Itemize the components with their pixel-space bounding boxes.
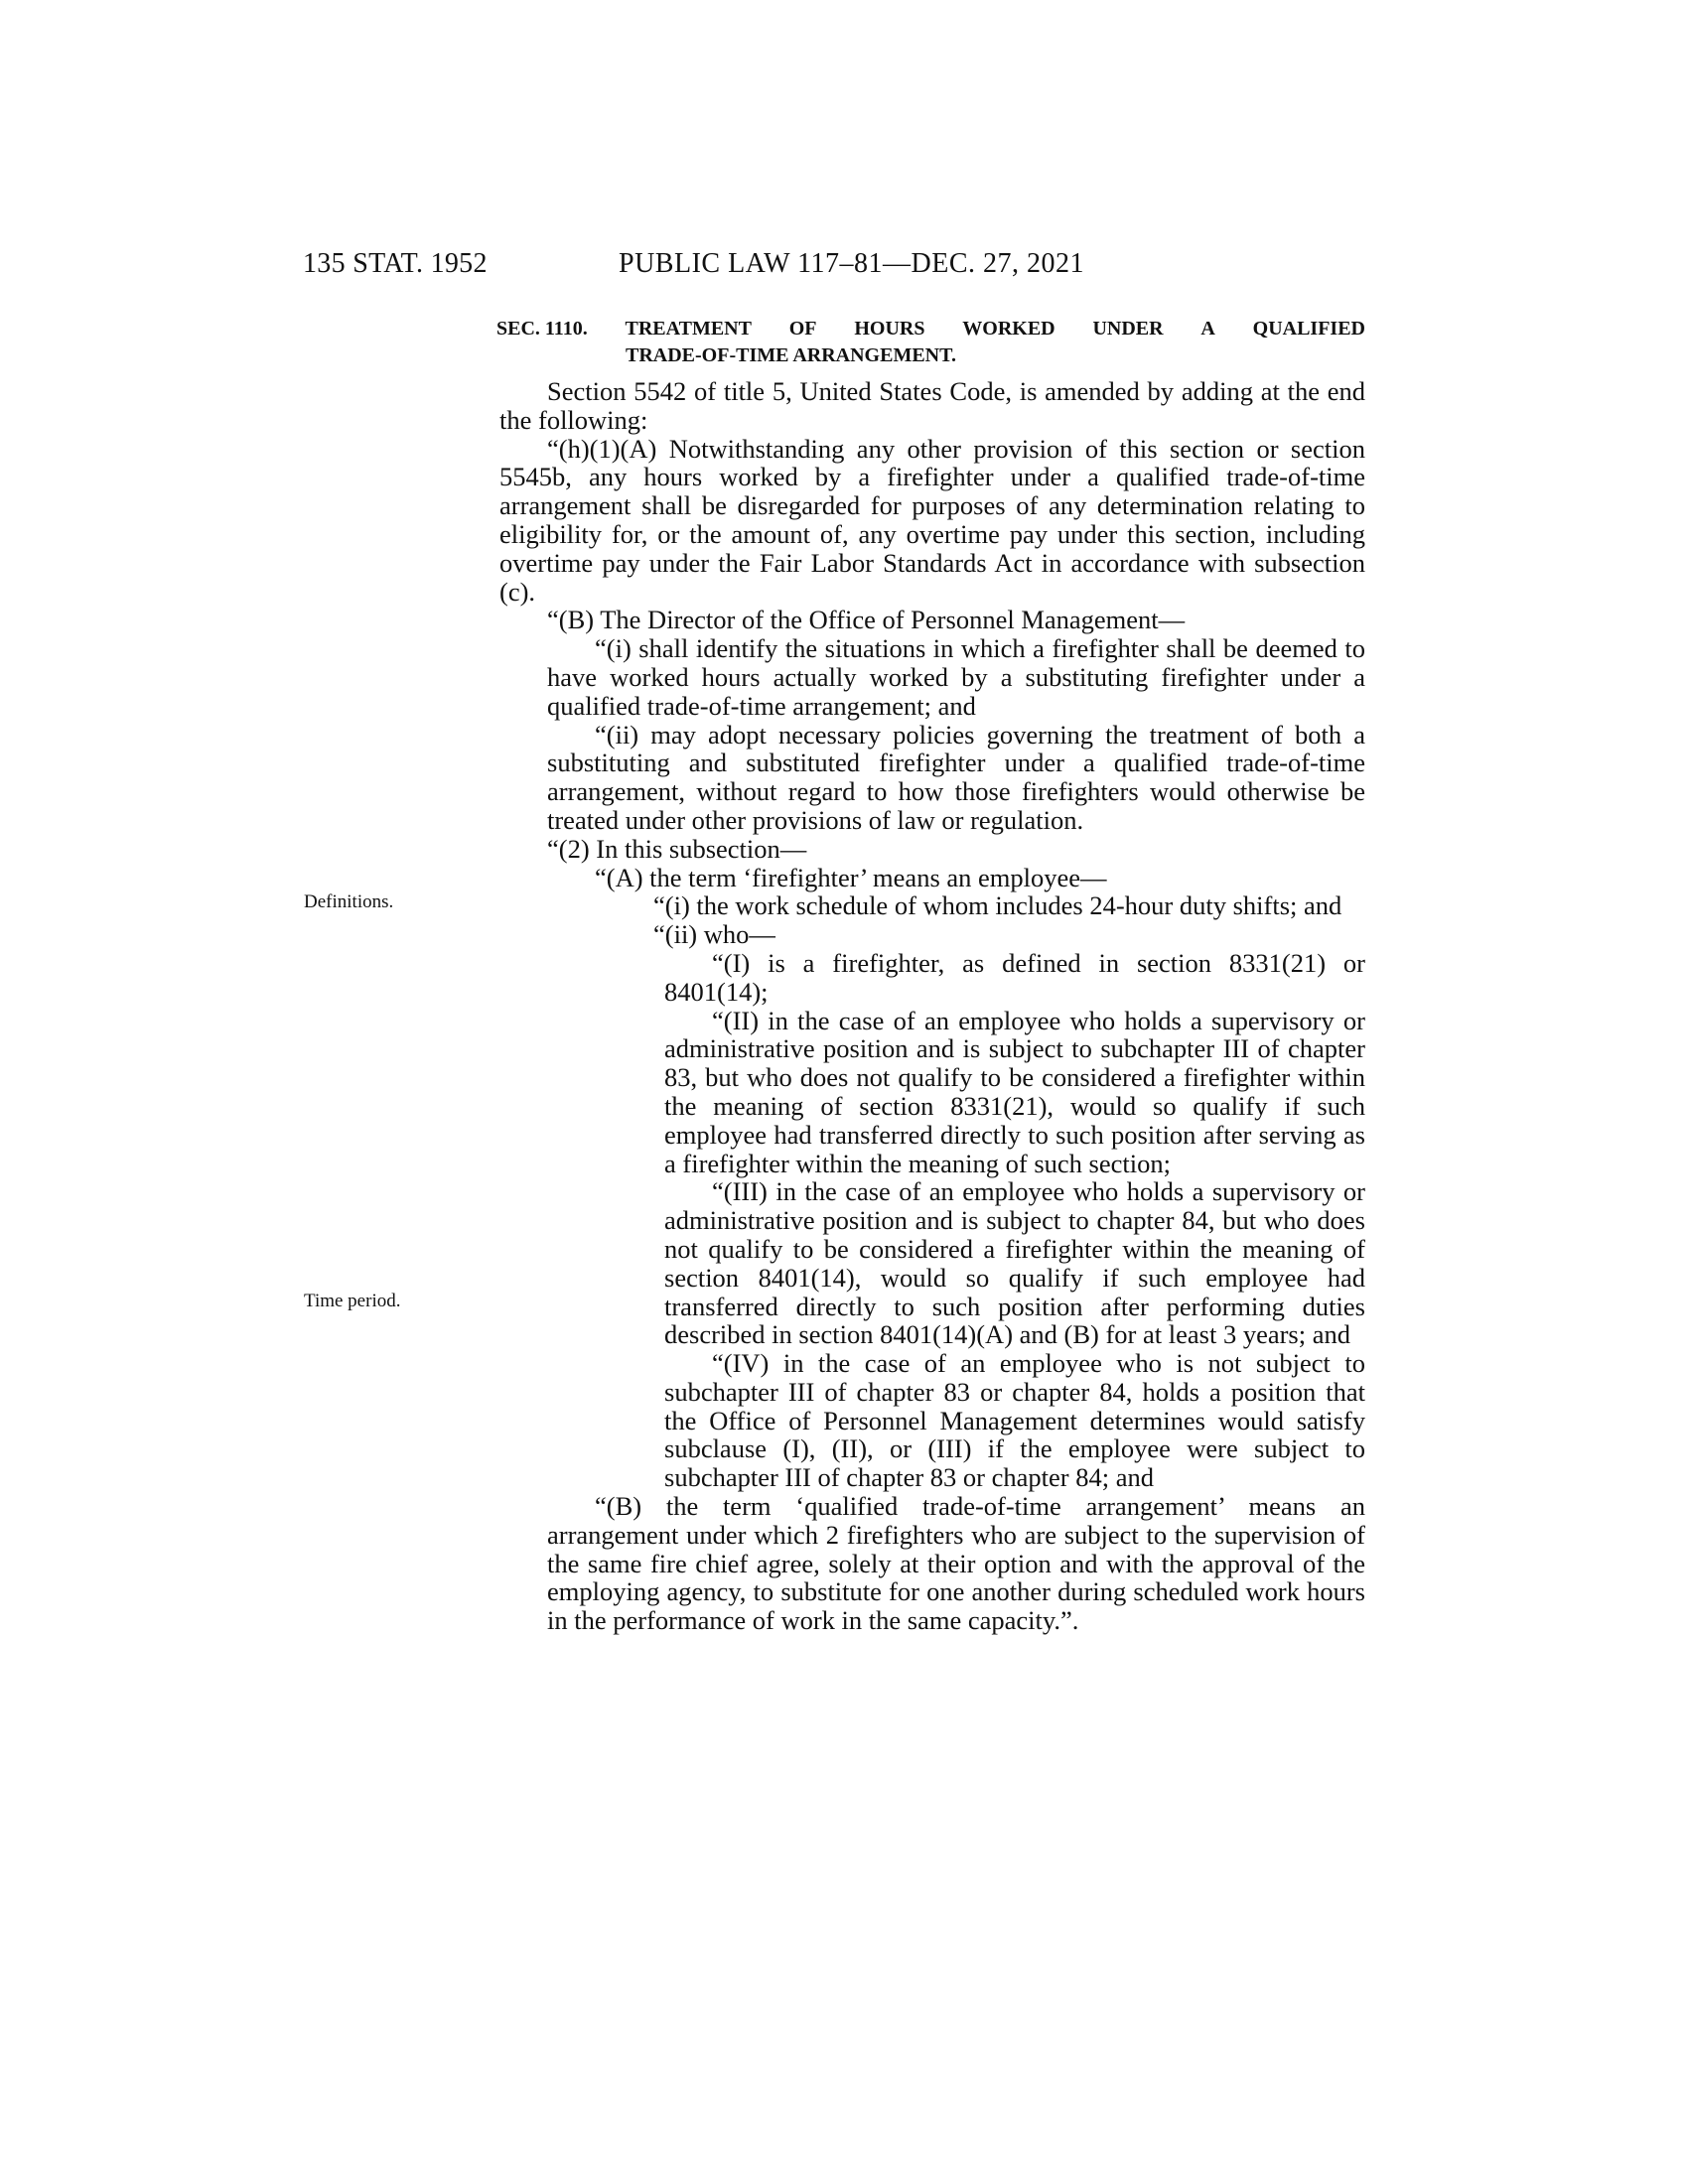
heading-word: TREATMENT: [625, 318, 752, 340]
paragraph-b: “(B) The Director of the Office of Personnel Management—: [547, 605, 1186, 635]
clause-ii: “(ii) may adopt necessary policies governing the treatment of both a substituting and substituted firefighter under a qualified trade-of-time arrangement, without regard to how those firefighters would otherwise be treated under other provisions of law or regulation.: [547, 719, 1365, 835]
amendment-intro: Section 5542 of title 5, United States Code, is amended by adding at the end the following:: [499, 376, 1365, 435]
clause-ii-who: “(ii) who—: [653, 919, 775, 950]
heading-word: UNDER: [1092, 318, 1164, 340]
section-heading-line-2: TRADE-OF-TIME ARRANGEMENT.: [626, 344, 956, 366]
subclause-iv: “(IV) in the case of an employee who is not subject to subchapter III of chapter 83 or chapter 84, holds a position that the Office of Personnel Management determines would satisfy subclause (I), (II), or (III) if the employee were subject to subchapter III of chapter 83 or chapter 84; and: [664, 1348, 1365, 1493]
heading-word: A: [1200, 318, 1215, 340]
clause-i: “(i) shall identify the situations in which a firefighter shall be deemed to have worked hours actually worked by a substituting firefighter under a qualified trade-of-time arrangement; and: [547, 633, 1365, 721]
section-body: [499, 377, 1365, 1635]
heading-word: HOURS: [854, 318, 925, 340]
paragraph-2: “(2) In this subsection—: [547, 833, 807, 864]
paragraph-h-1-a: “(h)(1)(A) Notwithstanding any other provision of this section or section 5545b, any hours worked by a firefighter under a qualified trade-of-time arrangement shall be disregarded for purposes of any determination relating to eligibility for, or the amount of, any overtime pay under this section, including overtime pay under the Fair Labor Standards Act in accordance with subsection (c).: [499, 433, 1365, 607]
subclause-i: “(I) is a firefighter, as defined in section 8331(21) or 8401(14);: [664, 947, 1365, 1007]
section-heading-line-1: [496, 316, 1365, 342]
clause-i-work-schedule: “(i) the work schedule of whom includes 24-hour duty shifts; and: [653, 890, 1342, 921]
section-heading: [496, 316, 1365, 369]
heading-word: QUALIFIED: [1252, 318, 1365, 340]
running-title: PUBLIC LAW 117–81—DEC. 27, 2021: [619, 248, 1085, 279]
subclause-ii: “(II) in the case of an employee who holds a supervisory or administrative position and is subject to subchapter III of chapter 83, but who does not qualify to be considered a firefighter within the meaning of section 8331(21), would so qualify if such employee had transferred directly to such position after serving as a firefighter within the meaning of such section;: [664, 1005, 1365, 1178]
subparagraph-a-firefighter: “(A) the term ‘firefighter’ means an employee—: [595, 862, 1107, 892]
margin-note-definitions: Definitions.: [304, 891, 394, 912]
heading-word: OF: [788, 318, 817, 340]
running-header: [303, 248, 1365, 288]
section-number: SEC. 1110.: [496, 318, 588, 340]
subparagraph-b-trade-of-time: “(B) the term ‘qualified trade-of-time arrangement’ means an arrangement under which 2 firefighters who are subject to the supervision of the same fire chief agree, solely at their option and with the approval of the employing agency, to substitute for one another during scheduled work hours in the performance of work in the same capacity.”.: [547, 1491, 1365, 1636]
margin-note-time-period: Time period.: [304, 1291, 401, 1311]
stat-page-number: 135 STAT. 1952: [303, 248, 488, 279]
subclause-iii: “(III) in the case of an employee who holds a supervisory or administrative position and is subject to chapter 84, but who does not qualify to be considered a firefighter within the meaning of section 8401(14), would so qualify if such employee had transferred directly to such position after performing duties described in section 8401(14)(A) and (B) for at least 3 years; and: [664, 1176, 1365, 1350]
heading-word: WORKED: [962, 318, 1055, 340]
